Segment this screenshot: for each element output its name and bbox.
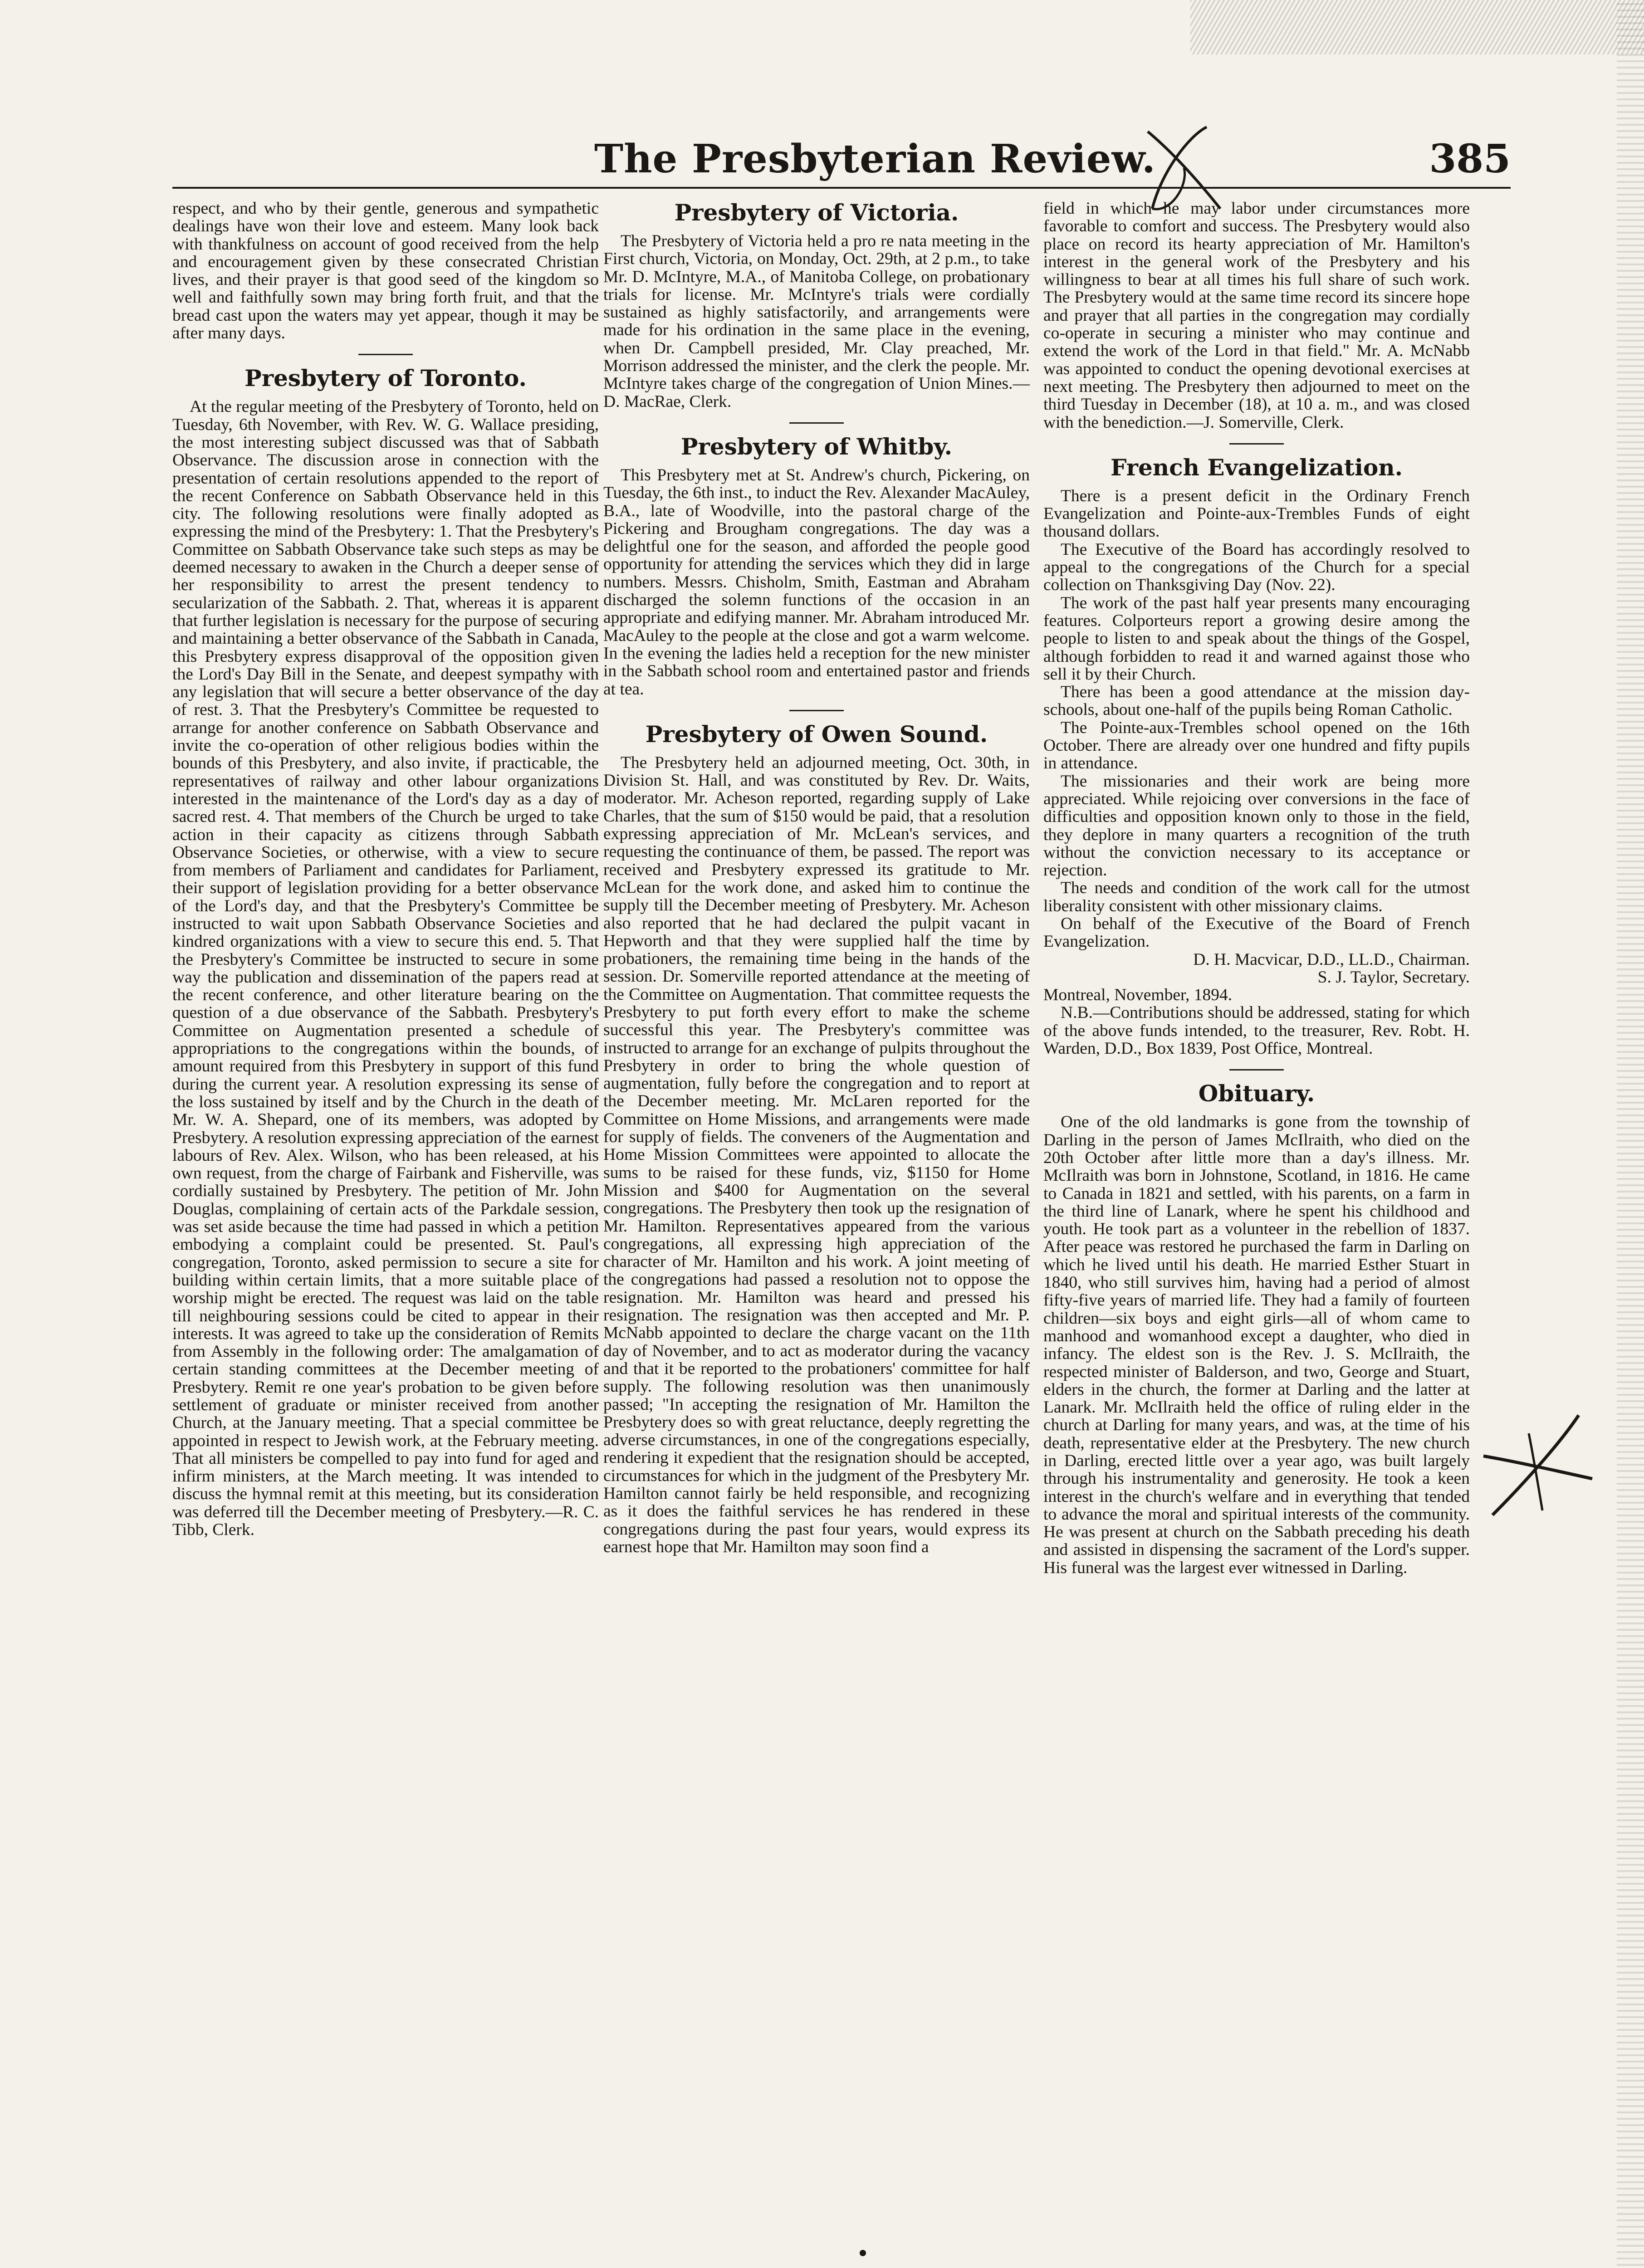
column-middle (603, 200, 1030, 1556)
heading-presbytery-whitby: Presbytery of Whitby. (680, 433, 953, 460)
scan-noise-right (1617, 0, 1644, 2268)
section-divider (358, 354, 413, 355)
heading-presbytery-victoria: Presbytery of Victoria. (674, 199, 959, 226)
obituary-body: One of the old landmarks is gone from the township of Darling in the person of James McIlraith, who died on the 20th October after little more than a day's illness. Mr. McIlraith was born in Johnstone, Scotland, in 1816. He came to Canada in 1821 and settled, with his parents, on a farm in the third line of Lanark, where he spent his childhood and youth. He took part as a volunteer in the rebellion of 1837. After peace was restored he purchased the farm in Darling on which he lived until his death. He married Esther Stuart in 1840, who still survives him, having had a period of almost fifty-five years of married life. They had a family of fourteen children—six boys and eight girls—all of whom came to manhood and womanhood except a daughter, who died in infancy. The eldest son is the Rev. J. S. McIlraith, the respected minister of Balderson, and two, George and Stuart, elders in the church, the former at Darling and the latter at Lanark. Mr. McIlraith held the office of ruling elder in the church at Darling for many years, and was, at the time of his death, representative elder at the Presbytery. The new church in Darling, erected little over a year ago, was built largely through his instrumentality and generosity. He took a keen interest in the church's welfare and in everything that tended to advance the moral and spiritual interests of the community. He was present at church on the Sabbath preceding his death and assisted in dispensing the sacrament of the Lord's supper. His funeral was the largest ever witnessed in Darling. (1043, 1113, 1470, 1577)
nota-bene: N.B.—Contributions should be addressed, stating for which of the above funds intended, to the treasurer, Rev. Robt. H. Warden, D.D., Box 1839, Post Office, Montreal. (1043, 1003, 1470, 1058)
handwritten-x-mark-icon (1474, 1406, 1601, 1524)
french-paragraph: The missionaries and their work are being more appreciated. While rejoicing over conversions in the face of difficulties and opposition known only to those in the field, they deplore in many quarters a recognition of the truth without the conviction necessary to its acceptance or rejection. (1043, 772, 1470, 880)
header-rule (172, 187, 1511, 189)
intro-paragraph: respect, and who by their gentle, generous and sympathetic dealings have won their love and esteem. Many look back with thankfulness on account of good received from the help and encouragement given by these consecrated Christian lives, and their prayer is that good seed of the kingdom so well and faithfully sown may bring forth fruit, and that the bread cast upon the waters may yet appear, though it may be after many days. (172, 199, 599, 343)
section-divider (789, 422, 844, 424)
page-number: 385 (1429, 136, 1511, 182)
french-paragraph: The Pointe-aux-Trembles school opened on the 16th October. There are already over one hundred and fifty pupils in attendance. (1043, 718, 1470, 773)
french-paragraph: The needs and condition of the work call for the utmost liberality consistent with other missionary claims. (1043, 879, 1470, 915)
toronto-body: At the regular meeting of the Presbytery of Toronto, held on Tuesday, 6th November, with Rev. W. G. Wallace presiding, the most interesting subject discussed was that of Sabbath Observance. The discussion arose in connection with the presentation of certain resolutions appended to the report of the recent Conference on Sabbath Observance held in this city. The following resolutions were finally adopted as expressing the mind of the Presbytery: 1. That the Presbytery's Committee on Sabbath Observance take such steps as may be deemed necessary to awaken in the Church a deeper sense of her responsibility to arrest the present tendency to secularization of the Sabbath. 2. That, whereas it is apparent that further legislation is necessary for the purpose of securing and maintaining a better observance of the Sabbath in Canada, this Presbytery express disapproval of the opposition given the Lord's Day Bill in the Senate, and deepest sympathy with any legislation that will secure a better observance of the day of rest. 3. That the Presbytery's Committee be requested to arrange for another conference on Sabbath Observance and invite the co-operation of other religious bodies within the bounds of this Presbytery, and also invite, if practicable, the representatives of railway and other labour organizations interested in the maintenance of the Lord's day as a day of sacred rest. 4. That members of the Church be urged to take action in their capacity as citizens through Sabbath Observance Societies, or otherwise, with a view to secure from members of Parliament and candidates for Parliament, their support of legislation providing for a better observance of the Lord's day, and that the Presbytery's Committee be instructed to wait upon Sabbath Observance Societies and kindred organizations with a view to secure this end. 5. That the Presbytery's Committee be instructed to secure in some way the publication and dissemination of the papers read at the recent conference, and other literature bearing on the question of a due observance of the Sabbath. Presbytery's Committee on Augmentation presented a schedule of appropriations to the congregations within the bounds, of amount required from this Presbytery in support of this fund during the current year. A resolution expressing its sense of the loss sustained by itself and by the Church in the death of Mr. W. A. Shepard, one of its members, was adopted by Presbytery. A resolution expressing appreciation of the earnest labours of Rev. Alex. Wilson, who has been released, at his own request, from the charge of Fairbank and Fisherville, was cordially sustained by Presbytery. The petition of Mr. John Douglas, complaining of certain acts of the Parkdale session, was set aside because the time had passed in which a petition embodying a complaint could be presented. St. Paul's congregation, Toronto, asked permission to secure a site for building within certain limits, that a more suitable place of worship might be erected. The request was laid on the table till neighbouring sessions could be cited to appear in their interests. It was agreed to take up the consideration of Remits from Assembly in the following order: The amalgamation of certain standing committees at the December meeting of Presbytery. Remit re one year's probation to be given before settlement of graduate or minister received from another Church, at the January meeting. That a special committee be appointed in respect to Jewish work, at the February meeting. That all ministers be compelled to pay into fund for aged and infirm ministers, at the March meeting. It was intended to discuss the hymnal remit at this meeting, but its consideration was deferred till the December meeting of Presbytery.—R. C. Tibb, Clerk. (172, 397, 599, 1540)
french-paragraph: The work of the past half year presents many encouraging features. Colporteurs report a growing desire among the people to listen to and speak about the things of the Gospel, although forbidden to read it and warned against those who sell it by their Church. (1043, 593, 1470, 684)
heading-presbytery-toronto: Presbytery of Toronto. (245, 365, 527, 392)
column-right (1043, 200, 1470, 1577)
owen-sound-body: The Presbytery held an adjourned meeting, Oct. 30th, in Division St. Hall, and was constituted by Rev. Dr. Waits, moderator. Mr. Acheson reported, regarding supply of Lake Charles, that the sum of $150 would be paid, that a resolution expressing appreciation of Mr. McLean's services, and requesting the continuance of them, be passed. The report was received and Presbytery expressed its gratitude to Mr. McLean for the work done, and asked him to continue the supply till the December meeting of Presbytery. Mr. Acheson also reported that he had declared the pulpit vacant in Hepworth and that they were supplied half the time by probationers, the remaining time being in the hands of the session. Dr. Somerville reported attendance at the meeting of the Committee on Augmentation. That committee requests the Presbytery to put forth every effort to make the scheme successful this year. The Presbytery's committee was instructed to arrange for an exchange of pulpits throughout the Presbytery in order to bring the whole question of augmentation, fully before the congregation and to report at the December meeting. Mr. McLaren reported for the Committee on Home Missions, and arrangements were made for supply of fields. The conveners of the Augmentation and Home Mission Committees were appointed to allocate the sums to be raised for these funds, viz, $1150 for Home Mission and $400 for Augmentation on the several congregations. The Presbytery then took up the resignation of Mr. Hamilton. Representatives appeared from the various congregations, all expressing high appreciation of the character of Mr. Hamilton and his work. A joint meeting of the congregations had passed a resolution not to oppose the resignation. Mr. Hamilton was heard and pressed his resignation. The resignation was then accepted and Mr. P. McNabb appointed to declare the charge vacant on the 11th day of November, and to act as moderator during the vacancy and that it be reported to the probationers' committee for half supply. The following resolution was then unanimously passed; "In accepting the resignation of Mr. Hamilton the Presbytery does so with great reluctance, deeply regretting the adverse circumstances, in one of the congregations especially, rendering it expedient that the resignation should be accepted, circumstances for which in the judgment of the Presbytery Mr. Hamilton cannot fairly be held responsible, and recognizing as it does the faithful services he has rendered in these congregations during the past four years, would express its earnest hope that Mr. Hamilton may soon find a (603, 753, 1030, 1556)
scan-noise-top (1190, 0, 1644, 54)
section-divider (1229, 1069, 1284, 1070)
victoria-body: The Presbytery of Victoria held a pro re nata meeting in the First church, Victoria, on Monday, Oct. 29th, at 2 p.m., to take Mr. D. McIntyre, M.A., of Manitoba College, on probationary trials for license. Mr. McIntyre's trials were cordially sustained as highly satisfactorily, and arrangements were made for his ordination in the same place in the evening, when Dr. Campbell presided, Mr. Clay preached, Mr. Morrison addressed the minister, and the clerk the people. Mr. McIntyre takes charge of the congregation of Union Mines.—D. MacRae, Clerk. (603, 232, 1030, 411)
french-paragraph: The Executive of the Board has accordingly resolved to appeal to the congregations of the Church for a special collection on Thanksgiving Day (Nov. 22). (1043, 540, 1470, 595)
signature-secretary: S. J. Taylor, Secretary. (1317, 968, 1470, 987)
french-paragraph: There is a present deficit in the Ordinary French Evangelization and Pointe-aux-Trembles Funds of eight thousand dollars. (1043, 486, 1470, 541)
journal-title: The Presbyterian Review. (594, 136, 1156, 182)
section-divider (1229, 443, 1284, 445)
column-left (172, 200, 599, 1539)
signature-place-date: Montreal, November, 1894. (1043, 986, 1233, 1005)
signature-chairman: D. H. Macvicar, D.D., LL.D., Chairman. (1193, 950, 1470, 969)
french-paragraph: On behalf of the Executive of the Board of French Evangelization. (1043, 914, 1470, 951)
french-paragraph: There has been a good attendance at the mission day-schools, about one-half of the pupils being Roman Catholic. (1043, 683, 1470, 719)
page-dot-mark (860, 2250, 866, 2256)
owen-sound-continued: field in which he may labor under circumstances more favorable to comfort and success. The Presbytery would also place on record its hearty appreciation of Mr. Hamilton's interest in the general work of the Presbytery and his willingness to bear at all times his full share of such work. The Presbytery would at the same time record its sincere hope and prayer that all parties in the congregation may cordially co-operate in securing a minister who may continue and extend the work of the Lord in that field." Mr. A. McNabb was appointed to conduct the opening devotional exercises at next meeting. The Presbytery then adjourned to meet on the third Tuesday in December (18), at 10 a. m., and was closed with the benediction.—J. Somerville, Clerk. (1043, 199, 1470, 432)
heading-presbytery-owen-sound: Presbytery of Owen Sound. (645, 720, 988, 748)
page-header (172, 136, 1511, 191)
section-divider (789, 710, 844, 711)
whitby-body: This Presbytery met at St. Andrew's church, Pickering, on Tuesday, the 6th inst., to induct the Rev. Alexander MacAuley, B.A., late of Woodville, into the pastoral charge of the Pickering and Brougham congregations. The day was a delightful one for the season, and afforded the people good opportunity for attending the services which they did in large numbers. Messrs. Chisholm, Smith, Eastman and Abraham discharged the solemn functions of the occasion in an appropriate and edifying manner. Mr. Abraham introduced Mr. MacAuley to the people at the close and got a warm welcome. In the evening the ladies held a reception for the new minister in the Sabbath school room and entertained pastor and friends at tea. (603, 465, 1030, 699)
heading-obituary: Obituary. (1198, 1080, 1315, 1107)
heading-french-evangelization: French Evangelization. (1111, 454, 1403, 481)
